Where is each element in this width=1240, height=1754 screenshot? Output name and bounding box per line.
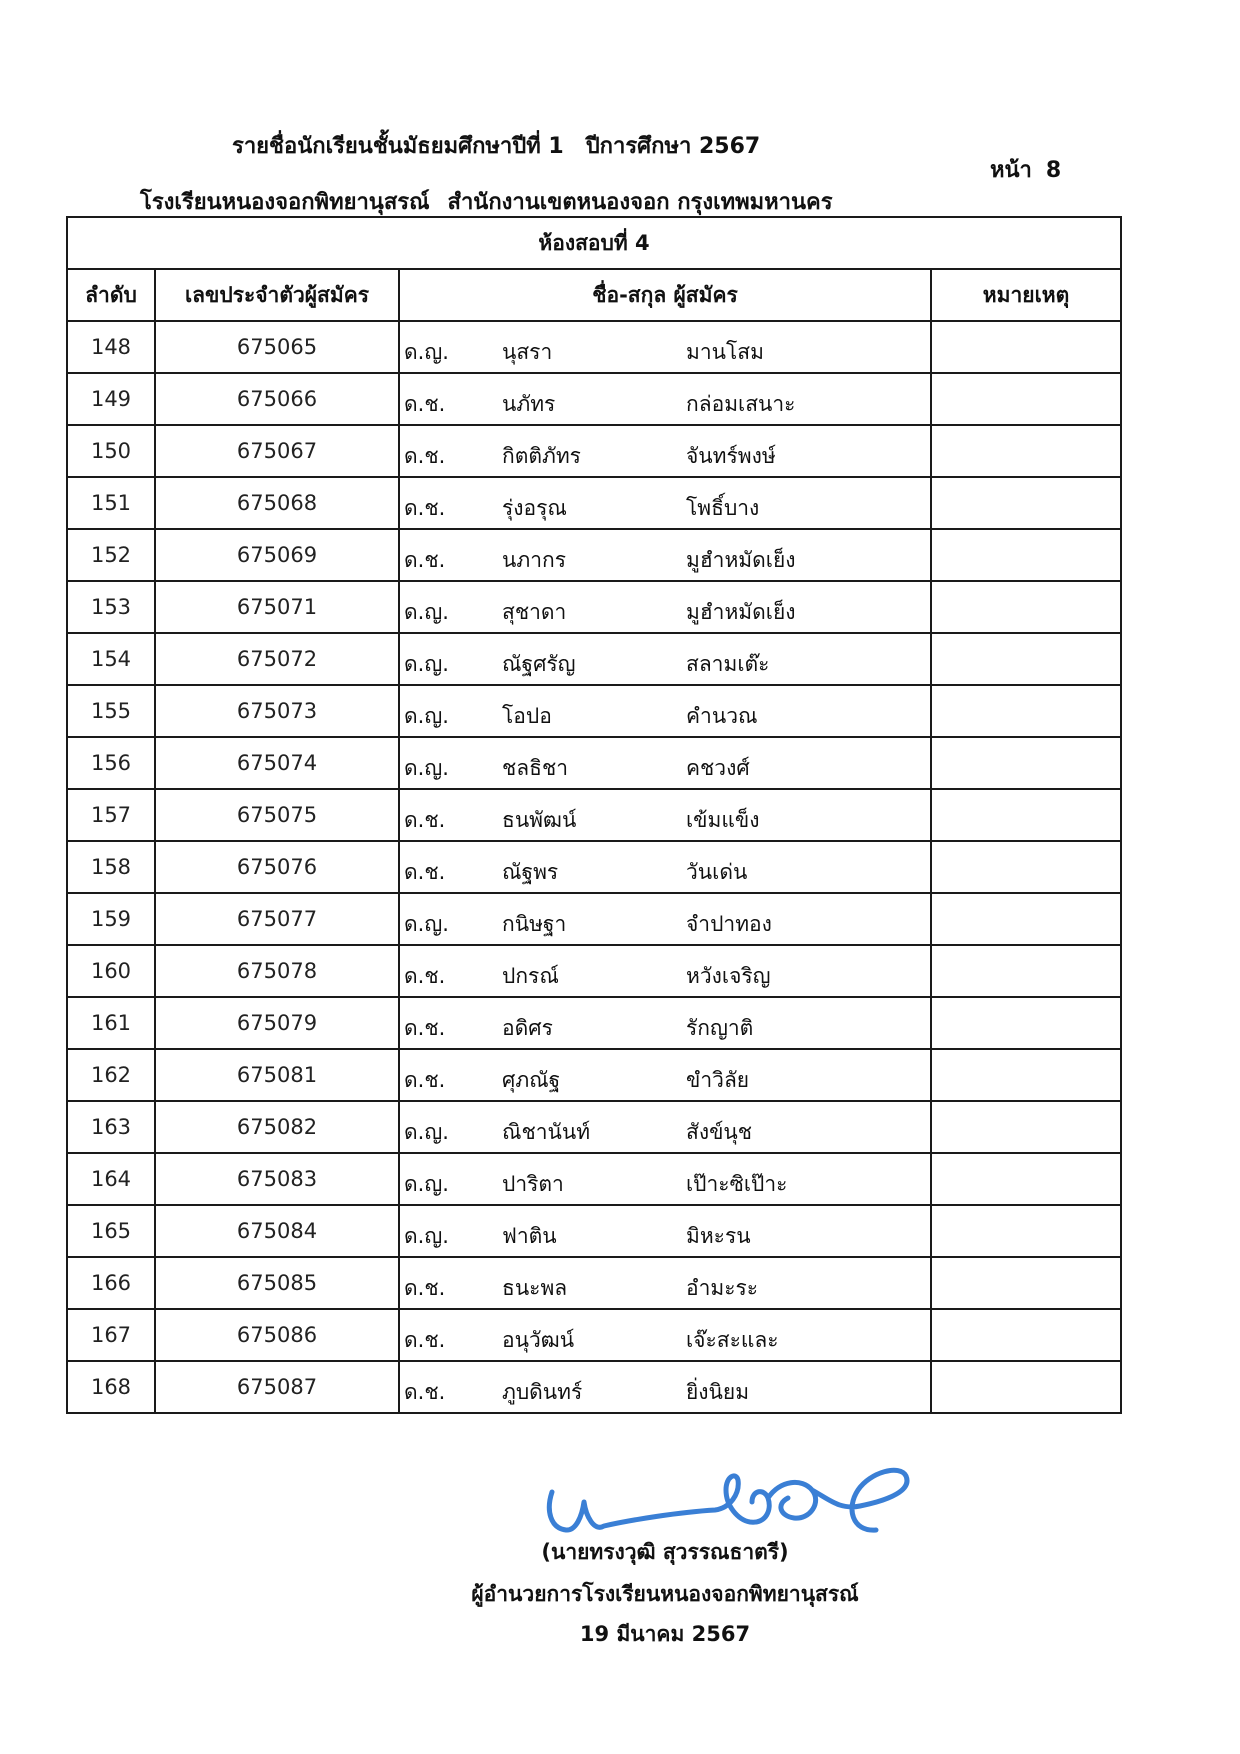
table-row: [67, 945, 1121, 997]
school-name: โรงเรียนหนองจอกพิทยานุสรณ์: [140, 190, 430, 215]
last-name: มิหะรน: [686, 1224, 751, 1248]
applicant-id-cell: 675078: [155, 945, 399, 997]
table-row: [67, 789, 1121, 841]
last-name: มานโสม: [686, 340, 764, 364]
name-cell: [399, 1101, 931, 1153]
seq-cell: 166: [67, 1257, 155, 1309]
first-name: ปกรณ์: [502, 964, 559, 988]
applicant-id-cell: 675071: [155, 581, 399, 633]
name-cell: [399, 633, 931, 685]
name-cell: [399, 1153, 931, 1205]
last-name: คำนวณ: [686, 704, 758, 728]
name-cell: [399, 1309, 931, 1361]
column-header-remark: หมายเหตุ: [931, 269, 1121, 321]
list-title-grade: รายชื่อนักเรียนชั้นมัธยมศึกษาปีที่ 1: [232, 134, 564, 159]
last-name: เป๊าะซิเป๊าะ: [686, 1172, 788, 1196]
table-row: [67, 1205, 1121, 1257]
table-row: [67, 581, 1121, 633]
name-prefix: ด.ญ.: [404, 912, 449, 936]
name-prefix: ด.ญ.: [404, 340, 449, 364]
applicant-id-cell: 675084: [155, 1205, 399, 1257]
first-name: อนุวัฒน์: [502, 1328, 575, 1352]
name-prefix: ด.ญ.: [404, 1224, 449, 1248]
applicant-id-cell: 675066: [155, 373, 399, 425]
name-prefix: ด.ช.: [404, 496, 446, 520]
last-name: สังข์นุช: [686, 1120, 753, 1144]
seq-cell: 164: [67, 1153, 155, 1205]
first-name: ภูบดินทร์: [502, 1380, 583, 1404]
seq-cell: 160: [67, 945, 155, 997]
applicant-id-cell: 675076: [155, 841, 399, 893]
first-name: ปาริตา: [502, 1172, 564, 1196]
name-cell: [399, 789, 931, 841]
first-name: ธนะพล: [502, 1276, 568, 1300]
applicant-id-cell: 675082: [155, 1101, 399, 1153]
list-title: [232, 128, 760, 163]
name-prefix: ด.ช.: [404, 1380, 446, 1404]
signer-title: ผู้อำนวยการโรงเรียนหนองจอกพิทยานุสรณ์: [471, 1582, 859, 1606]
name-cell: [399, 321, 931, 373]
name-prefix: ด.ช.: [404, 548, 446, 572]
applicant-id-cell: 675074: [155, 737, 399, 789]
name-cell: [399, 1205, 931, 1257]
column-header-name: ชื่อ-สกุล ผู้สมัคร: [399, 269, 931, 321]
remark-cell: [931, 1153, 1121, 1205]
remark-cell: [931, 789, 1121, 841]
seq-cell: 149: [67, 373, 155, 425]
remark-cell: [931, 997, 1121, 1049]
page-label: หน้า: [990, 158, 1032, 183]
first-name: ชลธิชา: [502, 756, 568, 780]
applicant-table: [66, 216, 1122, 1414]
name-prefix: ด.ช.: [404, 860, 446, 884]
remark-cell: [931, 1309, 1121, 1361]
last-name: ยิ่งนิยม: [686, 1380, 750, 1404]
exam-room-title: ห้องสอบที่ 4: [67, 217, 1121, 269]
table-row: [67, 1309, 1121, 1361]
last-name: กล่อมเสนาะ: [686, 392, 796, 416]
name-cell: [399, 1049, 931, 1101]
table-row: [67, 1101, 1121, 1153]
name-prefix: ด.ญ.: [404, 1172, 449, 1196]
remark-cell: [931, 633, 1121, 685]
name-cell: [399, 529, 931, 581]
last-name: จำปาทอง: [686, 912, 772, 936]
applicant-id-cell: 675079: [155, 997, 399, 1049]
table-row: [67, 425, 1121, 477]
applicant-rows: [67, 321, 1121, 1413]
name-prefix: ด.ช.: [404, 1068, 446, 1092]
remark-cell: [931, 425, 1121, 477]
remark-cell: [931, 685, 1121, 737]
applicant-id-cell: 675085: [155, 1257, 399, 1309]
applicant-id-cell: 675069: [155, 529, 399, 581]
table-row: [67, 893, 1121, 945]
column-header-seq: ลำดับ: [67, 269, 155, 321]
last-name: เจ๊ะสะและ: [686, 1328, 779, 1352]
room-header-row: [67, 217, 1121, 269]
name-cell: [399, 425, 931, 477]
page-number-label: [990, 152, 1061, 187]
first-name: อดิศร: [502, 1016, 553, 1040]
seq-cell: 165: [67, 1205, 155, 1257]
academic-year: ปีการศึกษา 2567: [585, 134, 761, 159]
seq-cell: 163: [67, 1101, 155, 1153]
seq-cell: 156: [67, 737, 155, 789]
seq-cell: 162: [67, 1049, 155, 1101]
seq-cell: 167: [67, 1309, 155, 1361]
last-name: รักญาติ: [686, 1016, 754, 1040]
column-header-applicant-id: เลขประจำตัวผู้สมัคร: [155, 269, 399, 321]
column-header-row: [67, 269, 1121, 321]
name-prefix: ด.ช.: [404, 808, 446, 832]
first-name: กิตติภัทร: [502, 444, 581, 468]
remark-cell: [931, 1205, 1121, 1257]
table-row: [67, 321, 1121, 373]
remark-cell: [931, 945, 1121, 997]
applicant-id-cell: 675083: [155, 1153, 399, 1205]
remark-cell: [931, 321, 1121, 373]
name-cell: [399, 737, 931, 789]
name-cell: [399, 685, 931, 737]
table-row: [67, 529, 1121, 581]
table-row: [67, 685, 1121, 737]
last-name: คชวงศ์: [686, 756, 750, 780]
remark-cell: [931, 1049, 1121, 1101]
name-prefix: ด.ช.: [404, 1276, 446, 1300]
last-name: ขำวิลัย: [686, 1068, 750, 1092]
first-name: โอปอ: [502, 704, 552, 728]
table-row: [67, 1049, 1121, 1101]
name-cell: [399, 841, 931, 893]
last-name: หวังเจริญ: [686, 964, 771, 988]
name-cell: [399, 373, 931, 425]
last-name: โพธิ์บาง: [686, 496, 760, 520]
name-prefix: ด.ญ.: [404, 704, 449, 728]
first-name: ณิชานันท์: [502, 1120, 591, 1144]
remark-cell: [931, 1257, 1121, 1309]
last-name: สลามเต๊ะ: [686, 652, 770, 676]
seq-cell: 157: [67, 789, 155, 841]
name-cell: [399, 477, 931, 529]
first-name: นุสรา: [502, 340, 553, 364]
remark-cell: [931, 893, 1121, 945]
last-name: มูฮำหมัดเย็ง: [686, 600, 796, 624]
name-prefix: ด.ช.: [404, 392, 446, 416]
remark-cell: [931, 1361, 1121, 1413]
last-name: วันเด่น: [686, 860, 748, 884]
first-name: รุ่งอรุณ: [502, 496, 567, 520]
page-number: 8: [1045, 158, 1062, 183]
name-cell: [399, 1361, 931, 1413]
first-name: นภากร: [502, 548, 566, 572]
table-row: [67, 737, 1121, 789]
name-cell: [399, 893, 931, 945]
name-prefix: ด.ช.: [404, 444, 446, 468]
name-cell: [399, 997, 931, 1049]
name-prefix: ด.ช.: [404, 1016, 446, 1040]
name-prefix: ด.ช.: [404, 964, 446, 988]
table-row: [67, 373, 1121, 425]
district-office: สำนักงานเขตหนองจอก กรุงเทพมหานคร: [447, 190, 833, 215]
table-row: [67, 1361, 1121, 1413]
seq-cell: 168: [67, 1361, 155, 1413]
name-cell: [399, 1257, 931, 1309]
remark-cell: [931, 1101, 1121, 1153]
name-prefix: ด.ช.: [404, 1328, 446, 1352]
table-row: [67, 477, 1121, 529]
remark-cell: [931, 581, 1121, 633]
applicant-id-cell: 675067: [155, 425, 399, 477]
table-row: [67, 633, 1121, 685]
first-name: ณัฐพร: [502, 860, 559, 884]
last-name: มูฮำหมัดเย็ง: [686, 548, 796, 572]
first-name: นภัทร: [502, 392, 556, 416]
applicant-id-cell: 675072: [155, 633, 399, 685]
seq-cell: 150: [67, 425, 155, 477]
first-name: ณัฐศรัญ: [502, 652, 576, 676]
applicant-id-cell: 675081: [155, 1049, 399, 1101]
applicant-id-cell: 675075: [155, 789, 399, 841]
seq-cell: 161: [67, 997, 155, 1049]
first-name: กนิษฐา: [502, 912, 567, 936]
seq-cell: 148: [67, 321, 155, 373]
applicant-id-cell: 675087: [155, 1361, 399, 1413]
seq-cell: 153: [67, 581, 155, 633]
signer-name: (นายทรงวุฒิ สุวรรณธาตรี): [541, 1540, 789, 1564]
first-name: ธนพัฒน์: [502, 808, 577, 832]
seq-cell: 154: [67, 633, 155, 685]
name-prefix: ด.ญ.: [404, 1120, 449, 1144]
sign-date: 19 มีนาคม 2567: [579, 1622, 751, 1646]
remark-cell: [931, 737, 1121, 789]
first-name: สุชาดา: [502, 600, 567, 624]
name-prefix: ด.ญ.: [404, 756, 449, 780]
last-name: เข้มแข็ง: [686, 808, 760, 832]
seq-cell: 152: [67, 529, 155, 581]
last-name: จันทร์พงษ์: [686, 444, 776, 468]
table-row: [67, 841, 1121, 893]
seq-cell: 158: [67, 841, 155, 893]
applicant-id-cell: 675077: [155, 893, 399, 945]
seq-cell: 151: [67, 477, 155, 529]
applicant-id-cell: 675065: [155, 321, 399, 373]
remark-cell: [931, 841, 1121, 893]
first-name: ฟาติน: [502, 1224, 557, 1248]
remark-cell: [931, 373, 1121, 425]
remark-cell: [931, 477, 1121, 529]
applicant-id-cell: 675068: [155, 477, 399, 529]
name-prefix: ด.ญ.: [404, 652, 449, 676]
name-cell: [399, 581, 931, 633]
applicant-id-cell: 675073: [155, 685, 399, 737]
table-row: [67, 1257, 1121, 1309]
last-name: อำมะระ: [686, 1276, 759, 1300]
name-cell: [399, 945, 931, 997]
school-title: [140, 184, 833, 219]
table-row: [67, 1153, 1121, 1205]
name-prefix: ด.ญ.: [404, 600, 449, 624]
seq-cell: 159: [67, 893, 155, 945]
table-row: [67, 997, 1121, 1049]
remark-cell: [931, 529, 1121, 581]
first-name: ศุภณัฐ: [502, 1068, 561, 1092]
seq-cell: 155: [67, 685, 155, 737]
applicant-id-cell: 675086: [155, 1309, 399, 1361]
